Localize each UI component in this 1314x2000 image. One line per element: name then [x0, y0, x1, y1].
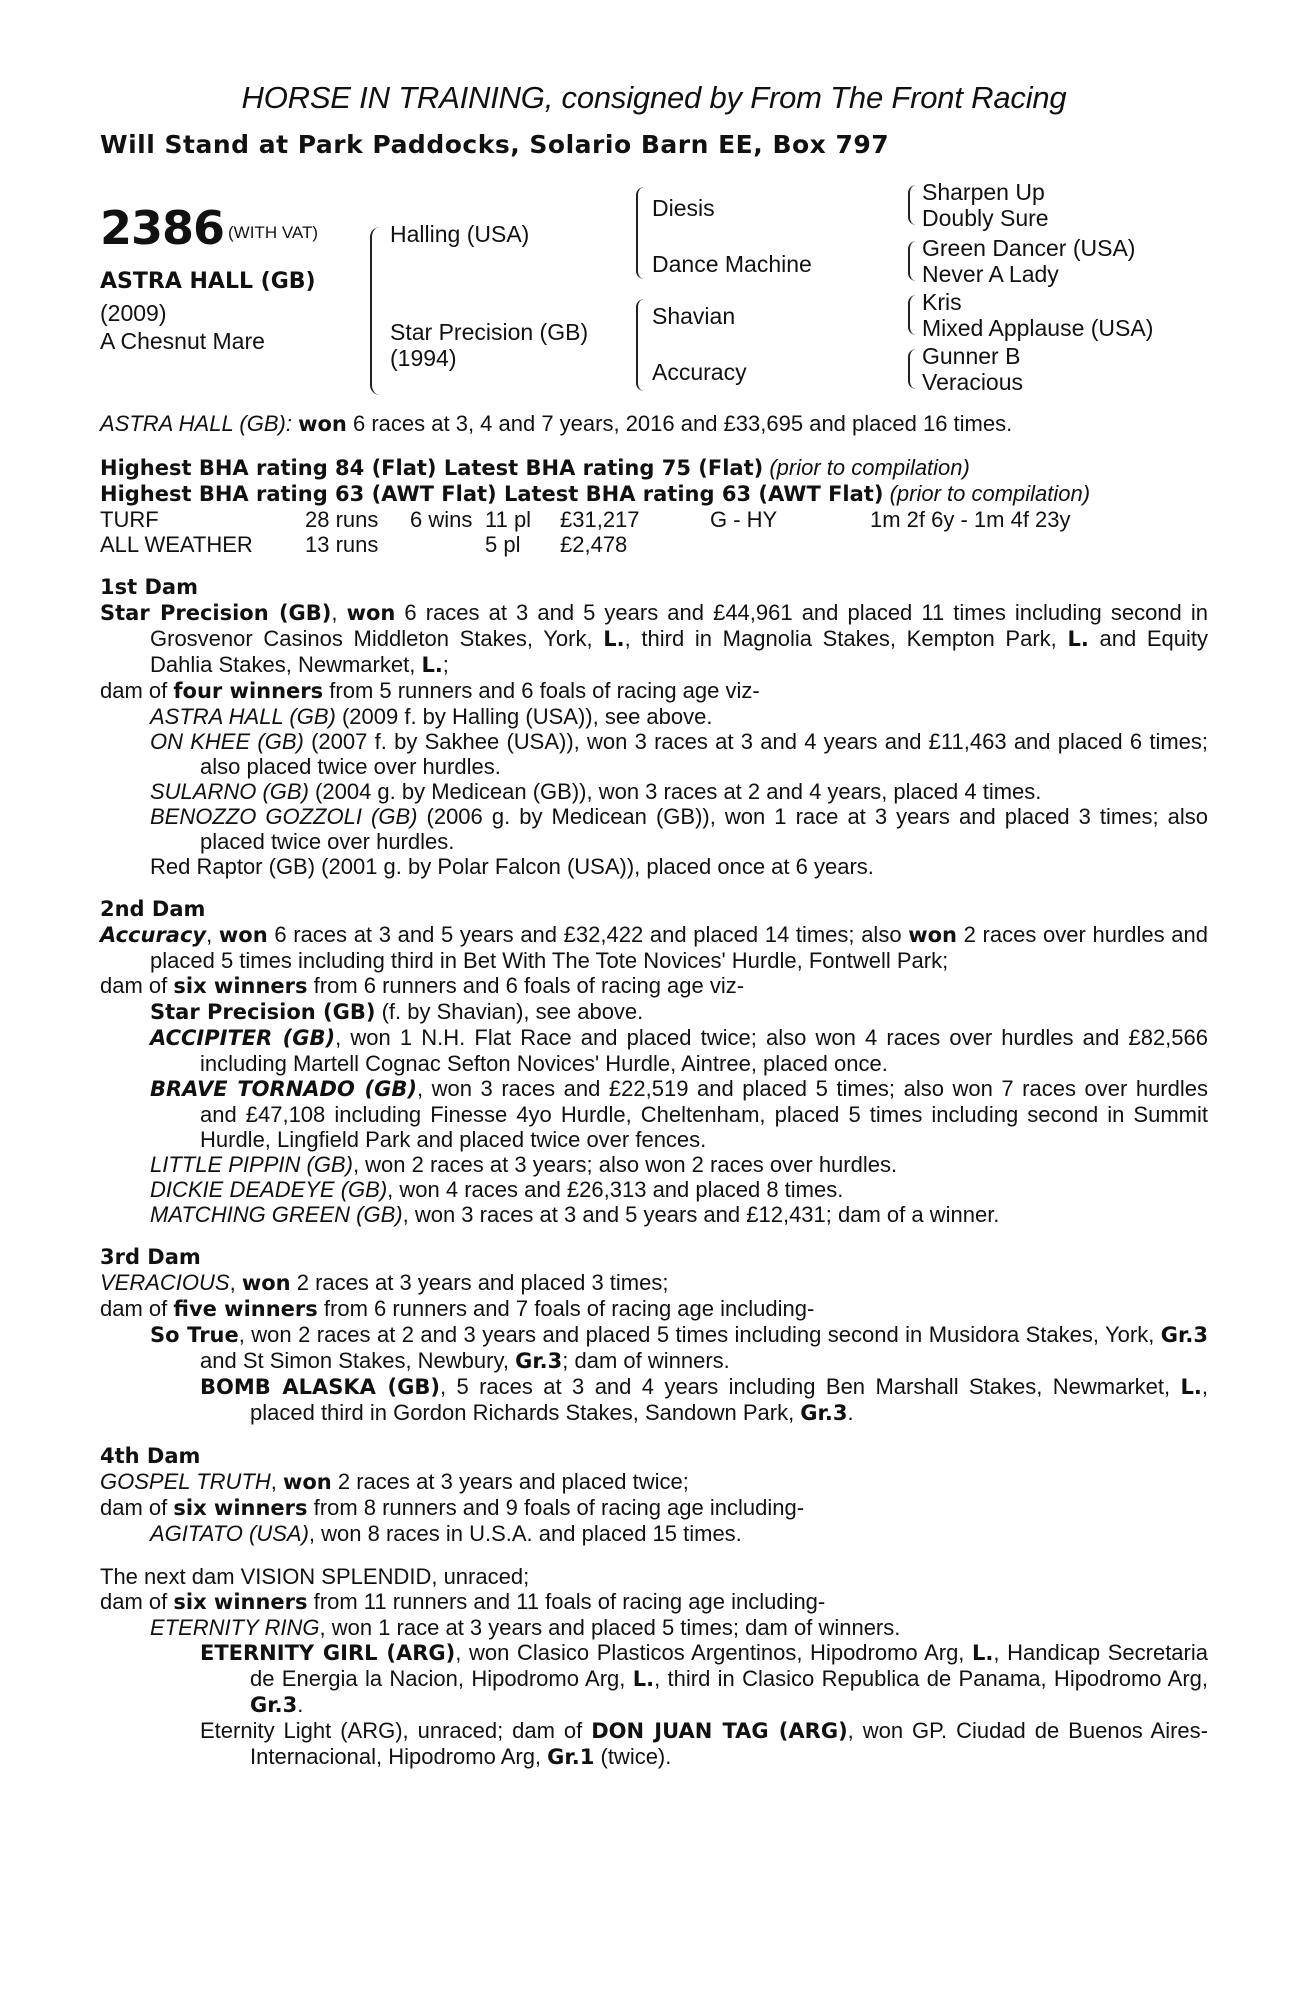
- pedigree-brace: [908, 261, 916, 281]
- rating-line: Highest BHA rating 63 (AWT Flat) Latest BHA rating 63 (AWT Flat) (prior to compilation): [100, 481, 1091, 506]
- pedigree-dam: Star Precision (GB): [390, 319, 589, 345]
- progeny-item: ON KHEE (GB) (2007 f. by Sakhee (USA)), won 3 races at 3 and 4 years and £11,463 and placed 6 times; also placed twice over hurdles.: [150, 729, 1209, 779]
- page-header: HORSE IN TRAINING, consigned by From The Front Racing: [241, 80, 1067, 115]
- pedigree-dd: Accuracy: [652, 359, 747, 385]
- dam-of-line: dam of six winners from 6 runners and 6 foals of racing age viz-: [100, 973, 745, 998]
- pedigree-sss: Sharpen Up: [922, 179, 1045, 205]
- progeny-item: BOMB ALASKA (GB), 5 races at 3 and 4 years including Ben Marshall Stakes, Newmarket, L., placed third in Gordon Richards Stakes, Sandown Park, Gr.3.: [200, 1374, 1209, 1425]
- progeny-item: MATCHING GREEN (GB), won 3 races at 3 and 5 years and £12,431; dam of a winner.: [150, 1202, 1000, 1227]
- dam-of-line: dam of six winners from 8 runners and 9 foals of racing age including-: [100, 1495, 805, 1520]
- section-heading: 2nd Dam: [100, 897, 206, 921]
- pedigree-dam-year: (1994): [390, 345, 457, 371]
- pedigree-sd: Dance Machine: [652, 251, 812, 277]
- progeny-item: ETERNITY RING, won 1 race at 3 years and placed 5 times; dam of winners.: [150, 1615, 901, 1640]
- pedigree-dds: Gunner B: [922, 343, 1021, 369]
- progeny-item: So True, won 2 races at 2 and 3 years and placed 5 times including second in Musidora Stakes, York, Gr.3 and St Simon Stakes, Newbury, Gr.3; dam of winners.: [150, 1322, 1208, 1373]
- vat-note: (WITH VAT): [228, 223, 319, 242]
- section-heading: 4th Dam: [100, 1444, 201, 1468]
- pedigree-brace: [908, 185, 916, 205]
- progeny-item: ASTRA HALL (GB) (2009 f. by Halling (USA)), see above.: [150, 704, 713, 729]
- progeny-item: Star Precision (GB) (f. by Shavian), see above.: [150, 999, 644, 1024]
- pedigree-dss: Kris: [922, 289, 962, 315]
- rating-line: Highest BHA rating 84 (Flat) Latest BHA rating 75 (Flat) (prior to compilation): [100, 455, 970, 480]
- horse-year: (2009): [100, 300, 167, 326]
- pedigree-ssd: Doubly Sure: [922, 205, 1049, 231]
- section-heading: 1st Dam: [100, 575, 198, 599]
- pedigree-sdd: Never A Lady: [922, 261, 1059, 287]
- pedigree-sire: Halling (USA): [390, 221, 530, 247]
- stand-location: Will Stand at Park Paddocks, Solario Barn EE, Box 797: [100, 130, 890, 159]
- pedigree-brace: [636, 299, 644, 345]
- race-summary: ASTRA HALL (GB): won 6 races at 3, 4 and 7 years, 2016 and £33,695 and placed 16 times.: [100, 411, 1013, 436]
- progeny-item: AGITATO (USA), won 8 races in U.S.A. and placed 15 times.: [150, 1521, 742, 1546]
- dam-record: Accuracy, won 6 races at 3 and 5 years and £32,422 and placed 14 times; also won 2 races over hurdles and placed 5 times including third in Bet With The Tote Novices' Hurdle, Fontwell Park;: [100, 922, 1208, 973]
- progeny-item: BRAVE TORNADO (GB), won 3 races and £22,519 and placed 5 times; also won 7 races over hurdles and £47,108 including Finesse 4yo Hurdle, Cheltenham, placed 5 times including second in Summit Hurdle, Lingfield Park and placed twice over fences.: [150, 1076, 1208, 1152]
- dam-record: Star Precision (GB), won 6 races at 3 and 5 years and £44,961 and placed 11 times including second in Grosvenor Casinos Middleton Stakes, York, L., third in Magnolia Stakes, Kempton Park, L. and Equity Dahlia Stakes, Newmarket, L.;: [100, 600, 1208, 677]
- progeny-item: DICKIE DEADEYE (GB), won 4 races and £26,313 and placed 8 times.: [150, 1177, 844, 1202]
- pedigree-brace: [908, 295, 916, 315]
- dam-of-line: dam of four winners from 5 runners and 6 foals of racing age viz-: [100, 678, 760, 703]
- dam-of-line: dam of six winners from 11 runners and 11 foals of racing age including-: [100, 1589, 826, 1614]
- pedigree-sds: Green Dancer (USA): [922, 235, 1136, 261]
- pedigree-brace: [636, 187, 644, 233]
- pedigree-ddd: Veracious: [922, 369, 1024, 395]
- progeny-item: ETERNITY GIRL (ARG), won Clasico Plasticos Argentinos, Hipodromo Arg, L., Handicap Secretaria de Energia la Nacion, Hipodromo Arg, L., third in Clasico Republica de Panama, Hipodromo Arg, Gr.3.: [200, 1640, 1208, 1717]
- dam-of-line: dam of five winners from 6 runners and 7 foals of racing age including-: [100, 1296, 815, 1321]
- horse-description: A Chesnut Mare: [100, 328, 265, 354]
- pedigree-dsd: Mixed Applause (USA): [922, 315, 1154, 341]
- dam-record: VERACIOUS, won 2 races at 3 years and placed 3 times;: [100, 1270, 669, 1295]
- pedigree-brace: [908, 349, 916, 369]
- race-record-table: [100, 507, 1208, 557]
- pedigree-brace: [370, 227, 380, 297]
- progeny-item: Red Raptor (GB) (2001 g. by Polar Falcon (USA)), placed once at 6 years.: [150, 854, 874, 879]
- pedigree-block: [100, 179, 1208, 411]
- pedigree-brace: [908, 241, 916, 261]
- pedigree-ds: Shavian: [652, 303, 736, 329]
- progeny-item: Eternity Light (ARG), unraced; dam of DON JUAN TAG (ARG), won GP. Ciudad de Buenos Aires-Internacional, Hipodromo Arg, Gr.1 (twice).: [200, 1718, 1208, 1769]
- pedigree-brace: [908, 205, 916, 225]
- catalogue-page: [100, 80, 1208, 1770]
- pedigree-brace: [908, 315, 916, 335]
- horse-name: ASTRA HALL (GB): [100, 269, 316, 294]
- lot-number: 2386: [100, 201, 225, 255]
- catalogue-body: [100, 411, 1208, 1770]
- progeny-item: LITTLE PIPPIN (GB), won 2 races at 3 years; also won 2 races over hurdles.: [150, 1152, 898, 1177]
- table-row: ALL WEATHER 13 runs 5 pl £2,478: [100, 532, 628, 557]
- next-dam-line: The next dam VISION SPLENDID, unraced;: [100, 1564, 530, 1589]
- pedigree-brace: [908, 369, 916, 389]
- pedigree-brace: [636, 233, 644, 279]
- progeny-item: SULARNO (GB) (2004 g. by Medicean (GB)), won 3 races at 2 and 4 years, placed 4 times.: [150, 779, 1042, 804]
- table-row: TURF 28 runs 6 wins 11 pl £31,217 G - HY 1m 2f 6y - 1m 4f 23y: [100, 507, 1071, 532]
- dam-record: GOSPEL TRUTH, won 2 races at 3 years and placed twice;: [100, 1469, 689, 1494]
- pedigree-ss: Diesis: [652, 195, 715, 221]
- progeny-item: ACCIPITER (GB), won 1 N.H. Flat Race and placed twice; also won 4 races over hurdles and £82,566 including Martell Cognac Sefton Novices' Hurdle, Aintree, placed once.: [150, 1025, 1208, 1076]
- pedigree-brace: [370, 297, 380, 395]
- pedigree-brace: [636, 345, 644, 391]
- progeny-item: BENOZZO GOZZOLI (GB) (2006 g. by Medicean (GB)), won 1 race at 3 years and placed 3 times; also placed twice over hurdles.: [150, 804, 1208, 854]
- section-heading: 3rd Dam: [100, 1245, 201, 1269]
